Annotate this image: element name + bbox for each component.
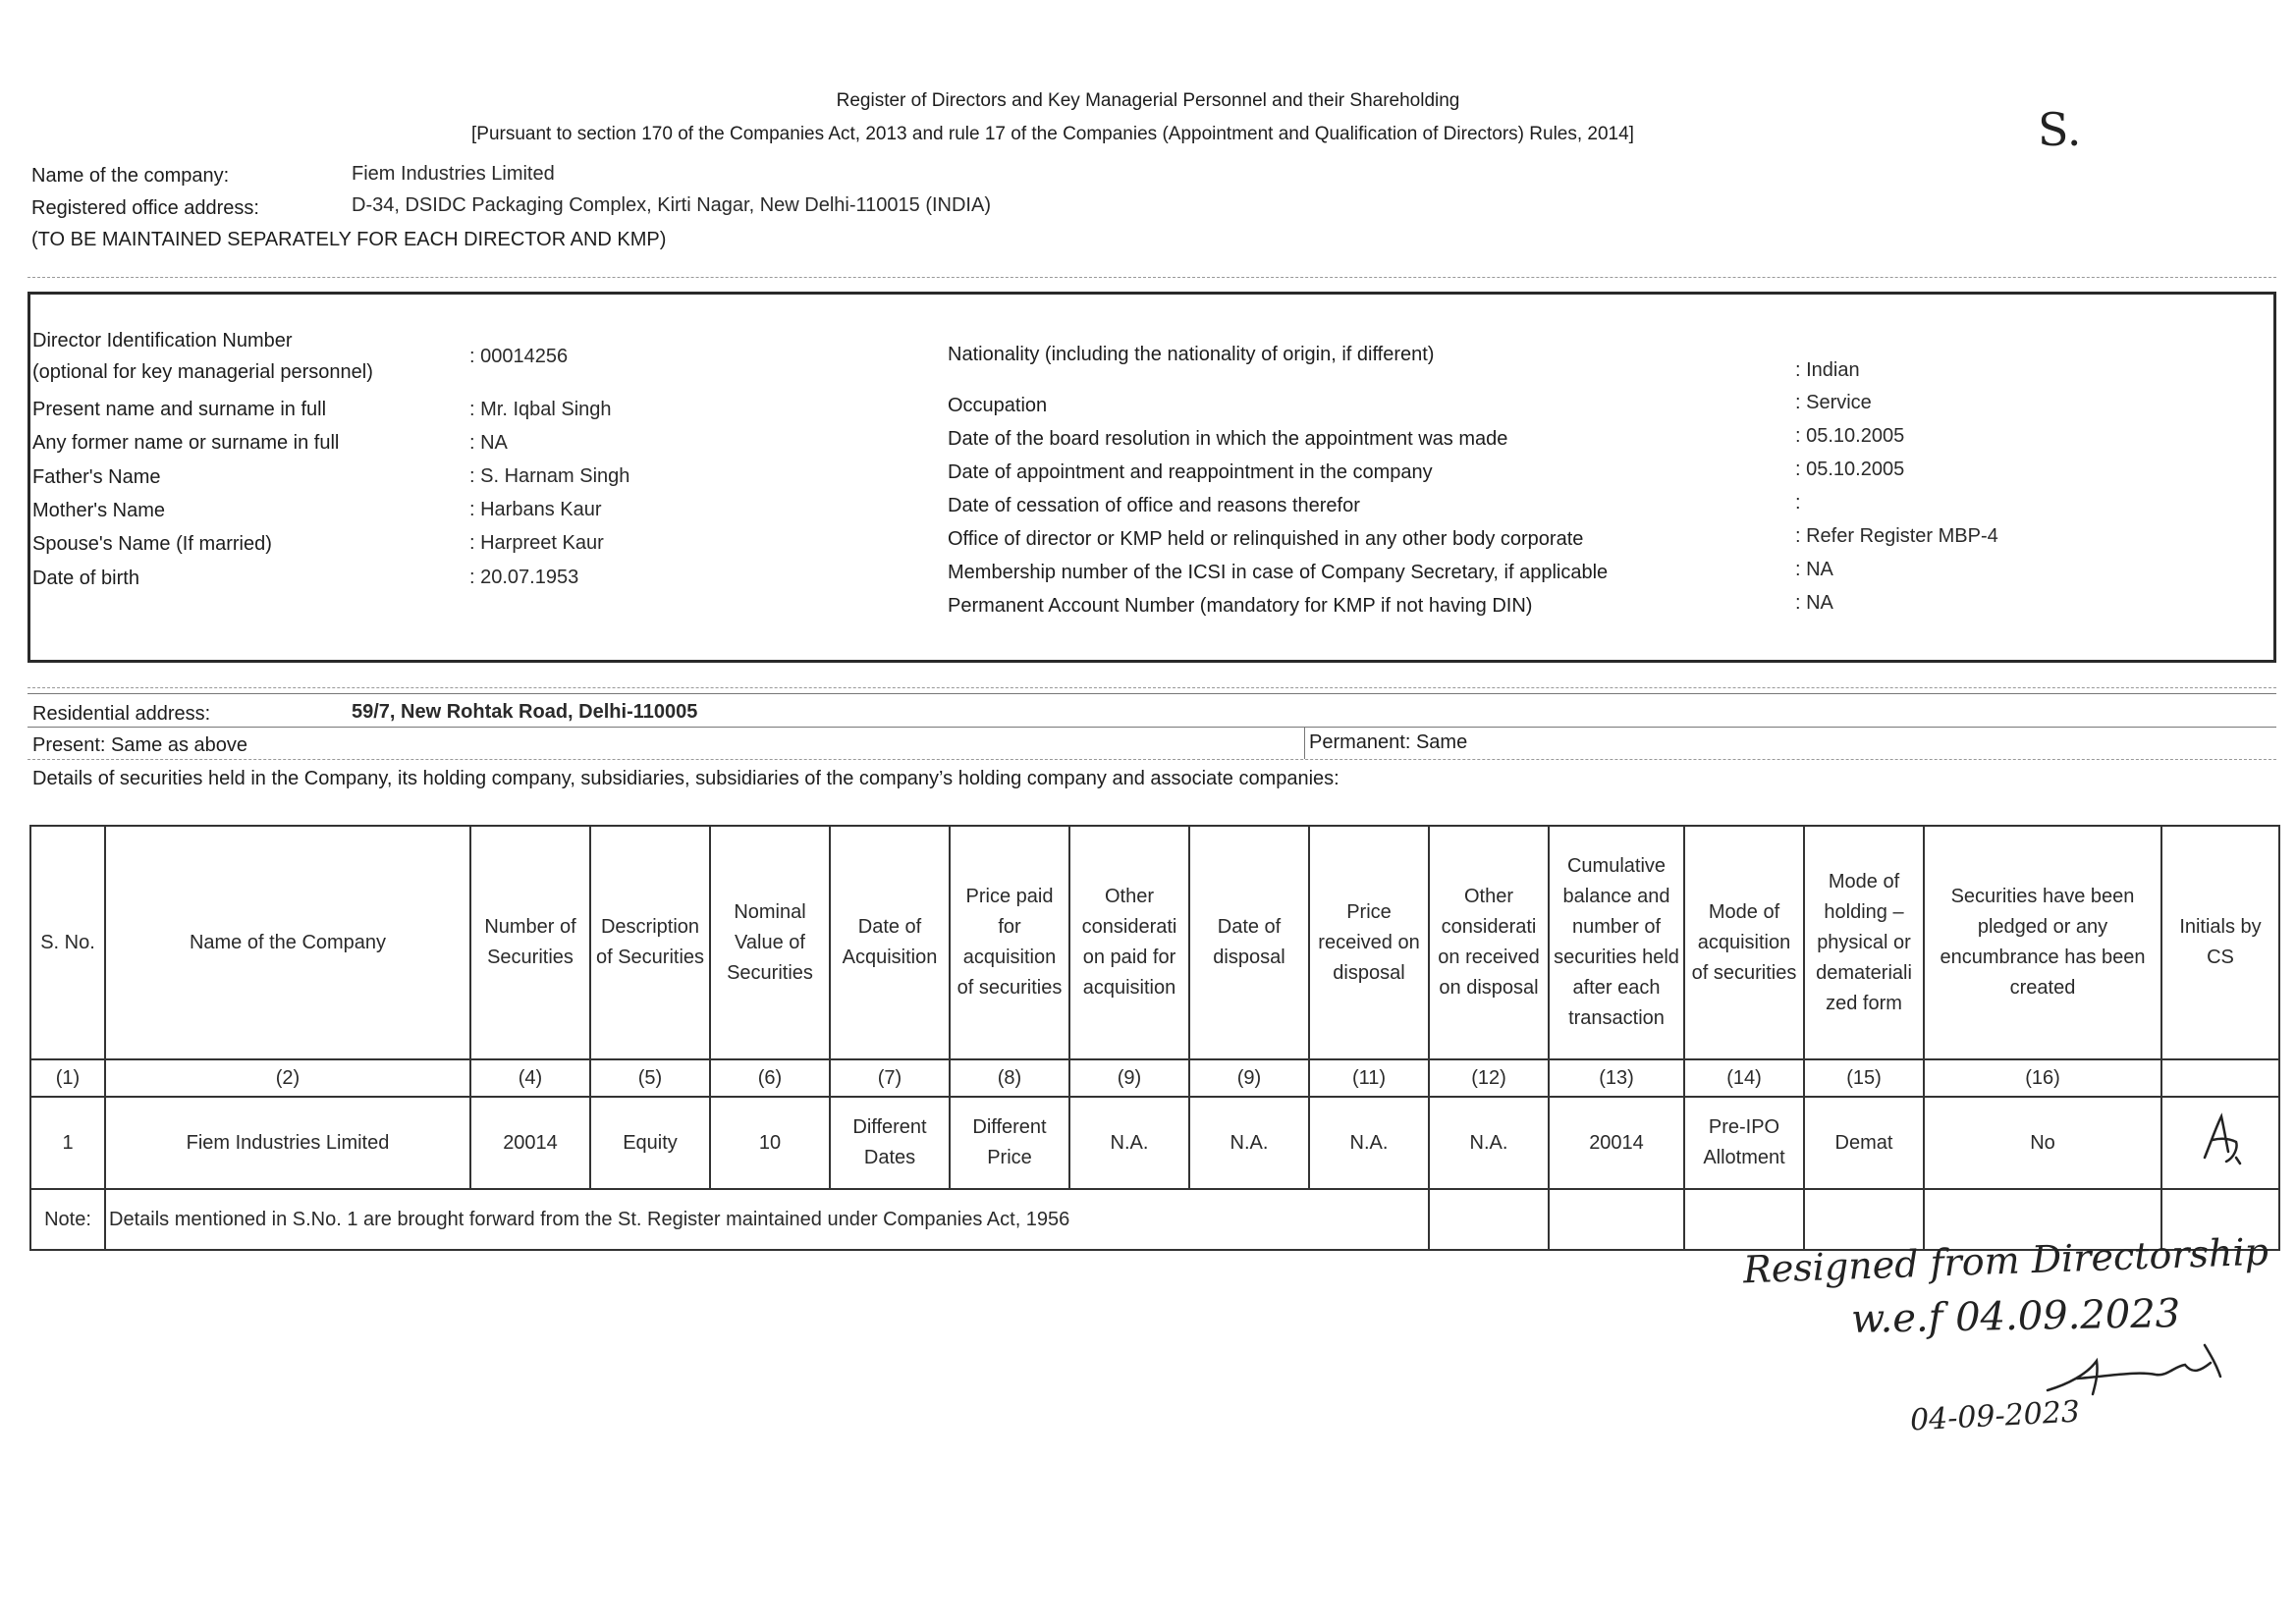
resignation-effective-date: w.e.f 04.09.2023 (1850, 1291, 2181, 1342)
table-cell: Equity (590, 1097, 710, 1189)
column-number: (5) (590, 1059, 710, 1097)
residential-address: 59/7, New Rohtak Road, Delhi-110005 (352, 701, 698, 723)
table-cell: Fiem Industries Limited (105, 1097, 470, 1189)
signature-date: 04-09-2023 (1909, 1394, 2081, 1438)
table-cell: Different Price (950, 1097, 1069, 1189)
column-header: Name of the Company (105, 826, 470, 1059)
securities-intro: Details of securities held in the Company, its holding company, subsidiaries, subsidiaries of the company’s holding company and associate companies: (32, 768, 1339, 789)
spouse-name-value: : Harpreet Kaur (469, 532, 604, 554)
column-number: (4) (470, 1059, 590, 1097)
divider (27, 277, 2276, 278)
column-number: (9) (1189, 1059, 1309, 1097)
former-name-label: Any former name or surname in full (32, 432, 340, 454)
din-label: Director Identification Number (32, 330, 293, 352)
father-name-value: : S. Harnam Singh (469, 465, 630, 487)
column-number: (6) (710, 1059, 830, 1097)
table-cell (1804, 1189, 1924, 1250)
pan-value: : NA (1795, 592, 1833, 614)
office-address: D-34, DSIDC Packaging Complex, Kirti Nagar, New Delhi-110015 (INDIA) (352, 194, 991, 216)
table-header-row (30, 826, 2279, 1059)
column-number: (14) (1684, 1059, 1804, 1097)
divider (27, 687, 2276, 688)
dob-label: Date of birth (32, 568, 139, 589)
table-cell: N.A. (1309, 1097, 1429, 1189)
table-cell: N.A. (1429, 1097, 1549, 1189)
nationality-label: Nationality (including the nationality of origin, if different) (948, 344, 1435, 365)
maintenance-note: (TO BE MAINTAINED SEPARATELY FOR EACH DIRECTOR AND KMP) (31, 229, 667, 250)
pan-label: Permanent Account Number (mandatory for KMP if not having DIN) (948, 595, 1533, 617)
present-address: Present: Same as above (32, 734, 248, 756)
securities-table (29, 825, 2280, 1251)
office-address-label: Registered office address: (31, 197, 259, 219)
company-name: Fiem Industries Limited (352, 163, 555, 185)
table-cell: No (1924, 1097, 2161, 1189)
column-header: Initials by CS (2161, 826, 2279, 1059)
divider (27, 727, 2276, 728)
column-header: Date of Acquisition (830, 826, 950, 1059)
divider (27, 759, 2276, 760)
column-header: Number of Securities (470, 826, 590, 1059)
board-resolution-label: Date of the board resolution in which the appointment was made (948, 428, 1508, 450)
table-cell (1684, 1189, 1804, 1250)
company-name-label: Name of the company: (31, 165, 230, 187)
column-header: Price paid for acquisition of securities (950, 826, 1069, 1059)
column-header: Cumulative balance and number of securities held after each transaction (1549, 826, 1684, 1059)
column-header: S. No. (30, 826, 105, 1059)
column-number: (7) (830, 1059, 950, 1097)
table-cell (1429, 1189, 1549, 1250)
table-cell: 10 (710, 1097, 830, 1189)
note-text: Details mentioned in S.No. 1 are brought forward from the St. Register maintained under Companies Act, 1956 (105, 1189, 1429, 1250)
column-header: Nominal Value of Securities (710, 826, 830, 1059)
column-header: Price received on disposal (1309, 826, 1429, 1059)
present-name-label: Present name and surname in full (32, 399, 327, 420)
table-cell: Demat (1804, 1097, 1924, 1189)
present-name-value: : Mr. Iqbal Singh (469, 399, 612, 420)
cessation-label: Date of cessation of office and reasons therefor (948, 495, 1360, 516)
table-cell: N.A. (1189, 1097, 1309, 1189)
board-resolution-value: : 05.10.2005 (1795, 425, 1905, 447)
register-subtitle: [Pursuant to section 170 of the Companies Act, 2013 and rule 17 of the Companies (Appointment and Qualification of Directors) Rules, 2014] (471, 124, 1634, 144)
mother-name-value: : Harbans Kaur (469, 499, 602, 520)
cs-initials-cell (2161, 1097, 2279, 1189)
column-number: (16) (1924, 1059, 2161, 1097)
din-value: : 00014256 (469, 346, 569, 367)
column-header: Description of Securities (590, 826, 710, 1059)
table-cell: N.A. (1069, 1097, 1189, 1189)
column-header: Date of disposal (1189, 826, 1309, 1059)
dob-value: : 20.07.1953 (469, 567, 579, 588)
divider (1304, 728, 1305, 759)
resignation-note: Resigned from Directorship (1742, 1229, 2269, 1292)
appointment-date-label: Date of appointment and reappointment in the company (948, 461, 1433, 483)
table-cell: 20014 (470, 1097, 590, 1189)
appointment-date-value: : 05.10.2005 (1795, 459, 1905, 480)
column-header: Mode of acquisition of securities (1684, 826, 1804, 1059)
cs-initials-signature (2191, 1109, 2250, 1167)
icsi-membership-value: : NA (1795, 559, 1833, 580)
occupation-label: Occupation (948, 395, 1048, 416)
mother-name-label: Mother's Name (32, 500, 165, 521)
column-header: Other considerati on paid for acquisition (1069, 826, 1189, 1059)
note-label: Note: (30, 1189, 105, 1250)
table-row (30, 1097, 2279, 1189)
column-number: (12) (1429, 1059, 1549, 1097)
icsi-membership-label: Membership number of the ICSI in case of Company Secretary, if applicable (948, 562, 1609, 583)
column-header: Mode of holding – physical or demateriali zed form (1804, 826, 1924, 1059)
register-title: Register of Directors and Key Managerial Personnel and their Shareholding (836, 90, 1460, 111)
other-office-label: Office of director or KMP held or relinquished in any other body corporate (948, 528, 1584, 550)
former-name-value: : NA (469, 432, 508, 454)
din-label-note: (optional for key managerial personnel) (32, 361, 373, 383)
father-name-label: Father's Name (32, 466, 161, 488)
spouse-name-label: Spouse's Name (If married) (32, 533, 272, 555)
column-number: (8) (950, 1059, 1069, 1097)
occupation-value: : Service (1795, 392, 1872, 413)
column-number-row (30, 1059, 2279, 1097)
column-number: (1) (30, 1059, 105, 1097)
column-number (2161, 1059, 2279, 1097)
column-header: Securities have been pledged or any encumbrance has been created (1924, 826, 2161, 1059)
nationality-value: : Indian (1795, 359, 1860, 381)
other-office-value: : Refer Register MBP-4 (1795, 525, 1998, 547)
corner-mark: S. (2038, 103, 2082, 156)
column-number: (11) (1309, 1059, 1429, 1097)
permanent-address: Permanent: Same (1309, 731, 1468, 753)
cessation-value: : (1795, 492, 1801, 514)
table-cell: 20014 (1549, 1097, 1684, 1189)
table-cell: Different Dates (830, 1097, 950, 1189)
table-cell: Pre-IPO Allotment (1684, 1097, 1804, 1189)
column-number: (2) (105, 1059, 470, 1097)
column-number: (9) (1069, 1059, 1189, 1097)
column-number: (15) (1804, 1059, 1924, 1097)
table-cell (1549, 1189, 1684, 1250)
residential-address-label: Residential address: (32, 703, 211, 725)
column-number: (13) (1549, 1059, 1684, 1097)
divider (27, 693, 2276, 694)
table-cell: 1 (30, 1097, 105, 1189)
column-header: Other considerati on received on disposal (1429, 826, 1549, 1059)
